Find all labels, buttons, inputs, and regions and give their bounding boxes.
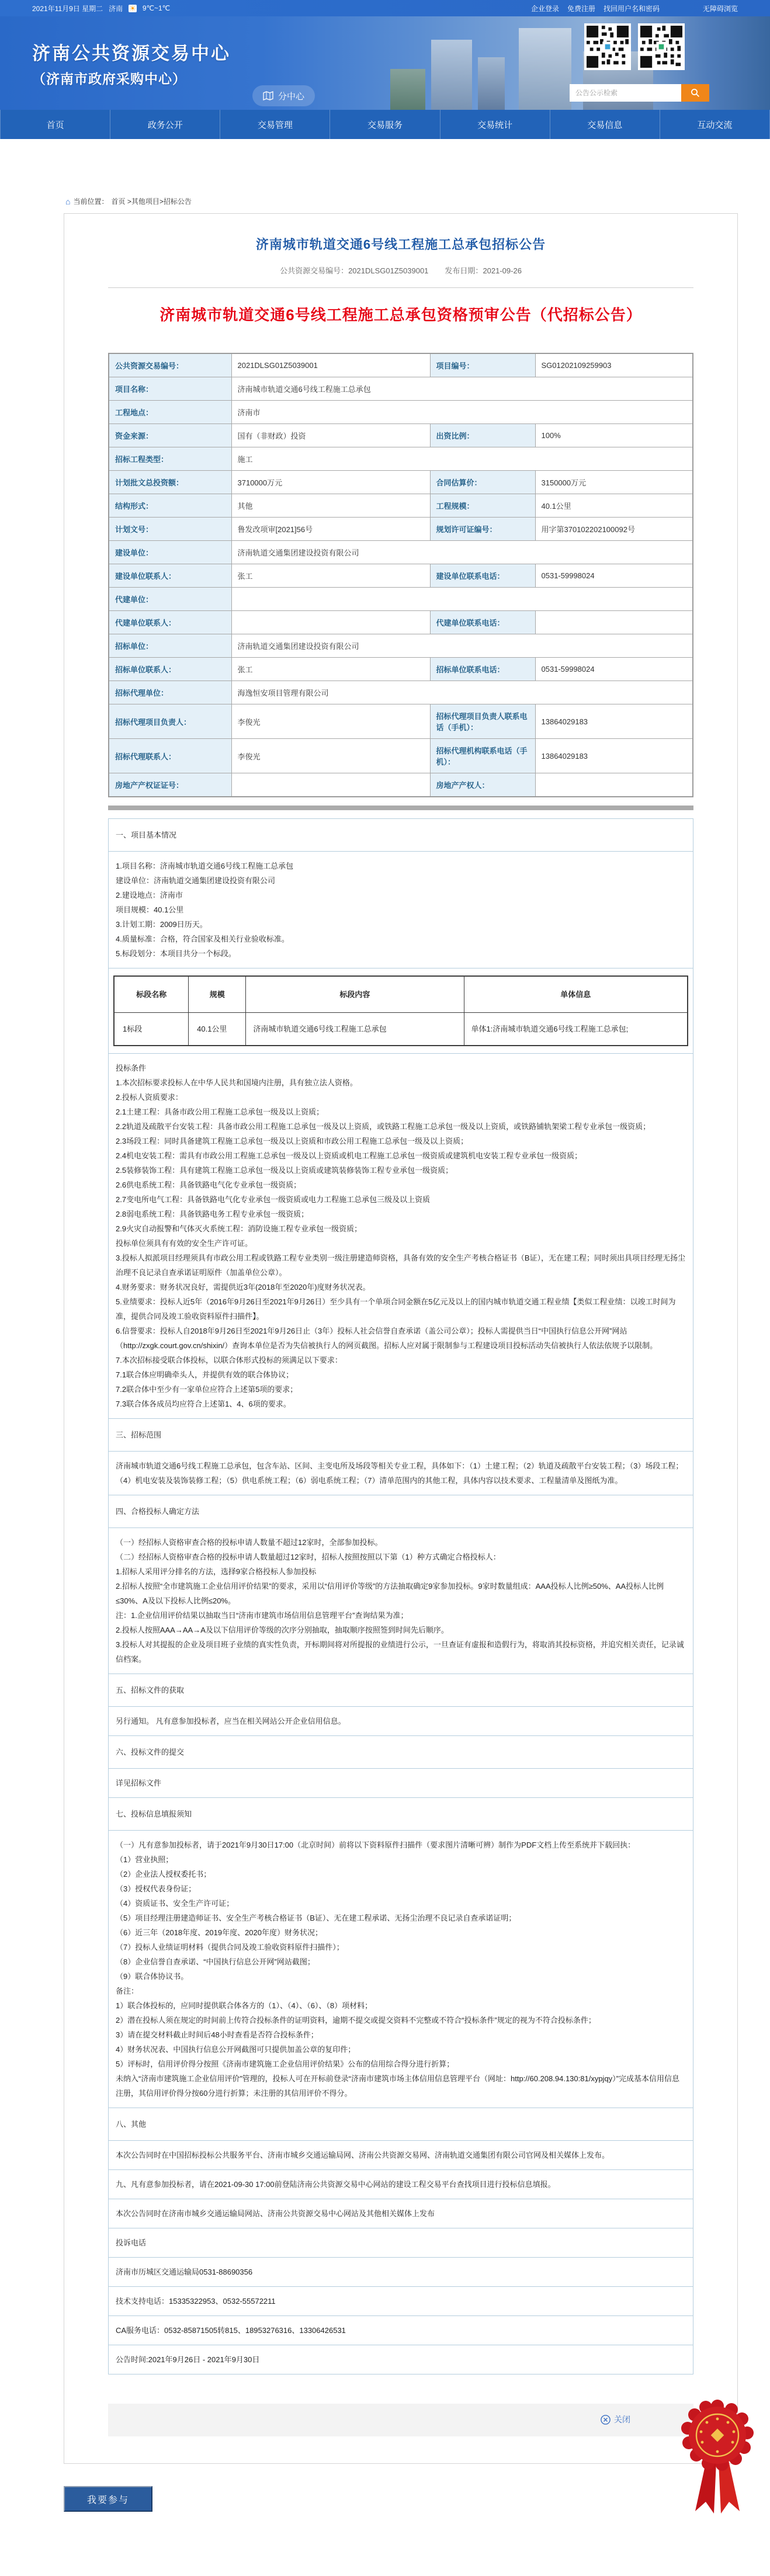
breadcrumb-path[interactable]: 首页 >其他项目>招标公告	[111, 197, 192, 206]
text-line: 5.业绩要求：投标人近5年（2016年9月26日至2021年9月26日）至少具有一个单项合同金额在5亿元及以上的国内城市轨道交通工程业绩【类似工程业绩：以竣工时间为准，提供合同及竣工验收资料原件扫描件】。	[116, 1297, 676, 1321]
section-content	[109, 1769, 693, 1798]
text-line: 2.7变电所电气工程：具备铁路电气化专业承包一级资质或电力工程施工总承包三级及以上资质	[116, 1195, 431, 1204]
section-header	[109, 2108, 693, 2141]
text-line: 6.信誉要求：投标人自2018年9月26日至2021年9月26日止（3年）投标人社会信誉自查承诺（盖公司公章）；投标人需提供当日“中国执行信息公开网”网站（http://zxgk.court.gov.cn/shixin/）查询本单位是否为失信被执行人的网页截图。招标人应对属于限制参与工程建设项目投标活动失信被执行人依法依规予以限制。	[116, 1327, 658, 1350]
table-row	[109, 739, 693, 773]
text-line: 1.招标人采用评分排名的方法，选择9家合格投标人参加投标	[116, 1567, 317, 1576]
info-value-cell: 3150000万元	[535, 471, 693, 494]
table-row	[109, 541, 693, 564]
info-label-cell: 合同估算价：	[430, 471, 535, 494]
info-label-cell: 建设单位联系人：	[109, 564, 231, 588]
text-line: 2.5装修装饰工程：具有建筑工程施工总承包一级及以上资质或建筑装修装饰工程专业承包一级资质；	[116, 1166, 453, 1175]
section-content	[109, 1831, 693, 2108]
main-nav-bar	[0, 110, 770, 139]
section-row	[109, 1707, 693, 1736]
bid-table-holder	[109, 968, 693, 1054]
announcement-card	[64, 213, 738, 2464]
text-line: 2.4机电安装工程：需具有市政公用工程施工总承包一级及以上资质或机电工程施工总承包一级资质或建筑机电安装工程专业承包一级资质；	[116, 1151, 582, 1160]
info-label-cell: 出资比例：	[430, 424, 535, 447]
table-row	[109, 704, 693, 739]
section-row	[109, 2228, 693, 2258]
bid-section-table	[113, 975, 688, 1046]
info-value-cell: 李俊光	[231, 704, 430, 739]
text-line: 四、合格投标人确定方法	[116, 1507, 200, 1516]
info-value-cell: 济南轨道交通集团建设投资有限公司	[231, 541, 693, 564]
section-row	[109, 1528, 693, 1674]
info-label-cell: 公共资源交易编号：	[109, 353, 231, 377]
info-label-cell: 建设单位：	[109, 541, 231, 564]
section-content	[109, 2141, 693, 2170]
breadcrumb-label: 当前位置：	[73, 197, 109, 206]
article-meta	[108, 265, 693, 276]
page-bottom-space	[0, 2512, 770, 2576]
info-value-cell: 海逸恒安项目管理有限公司	[231, 681, 693, 704]
info-value-cell: 施工	[231, 447, 693, 471]
card-footer-band	[108, 2404, 693, 2436]
bid-table-header: 标段名称	[114, 976, 189, 1013]
text-line: 7.本次招标接受联合体投标，以联合体形式投标的须满足以下要求：	[116, 1356, 342, 1365]
text-line: （7）投标人业绩证明材料（提供合同及竣工验收资料原件扫描件）；	[116, 1943, 344, 1952]
text-line: 济南市历城区交通运输局0531-88690356	[116, 2268, 253, 2276]
section-content	[109, 2316, 693, 2345]
text-line: 2.9火灾自动报警和气体灭火系统工程：消防设施工程专业承包一级资质；	[116, 1224, 362, 1233]
text-line: （一）凡有意参加投标者，请于2021年9月30日17:00（北京时间）前将以下资料原件扫描件（要求图片清晰可辨）制作为PDF文档上传至系统并下载回执：	[116, 1841, 636, 1849]
bid-table-header: 规模	[189, 976, 246, 1013]
info-value-cell: 0531-59998024	[535, 658, 693, 681]
info-label-cell: 招标代理单位：	[109, 681, 231, 704]
info-value-cell: 其他	[231, 494, 430, 518]
qr-code-right	[638, 23, 685, 70]
text-line: 4）财务状况表、中国执行信息公开网截图可只提供加盖公章的复印件；	[116, 2045, 356, 2054]
info-label-cell: 资金来源：	[109, 424, 231, 447]
table-row	[109, 564, 693, 588]
close-button[interactable]	[601, 2414, 630, 2425]
nav-item[interactable]: 交易信息	[550, 110, 660, 139]
text-line: 2.6供电系统工程：具备铁路电气化专业承包一级资质；	[116, 1181, 301, 1189]
announcement-sections-table	[108, 818, 693, 2374]
info-label-cell: 工程地点：	[109, 401, 231, 424]
section-separator	[108, 806, 693, 810]
info-label-cell: 代建单位联系人：	[109, 611, 231, 634]
info-value-cell	[231, 611, 430, 634]
nav-item[interactable]: 政务公开	[110, 110, 220, 139]
text-line: 2.8弱电系统工程：具备铁路电务工程专业承包一级资质；	[116, 1210, 309, 1218]
breadcrumb	[65, 196, 770, 206]
section-content	[109, 1707, 693, 1736]
text-line: 7.2联合体中至少有一家单位应符合上述第5项的要求；	[116, 1385, 298, 1394]
text-line: 7.1联合体应明确牵头人，并提供有效的联合体协议；	[116, 1370, 294, 1379]
site-title: 济南公共资源交易中心	[32, 43, 231, 64]
text-line: 2.投标人按照AAA→AA→A及以下信用评价等级的次序分别抽取，抽取顺序按照签到时间先后顺序。	[116, 1626, 449, 1634]
project-info-table	[108, 353, 693, 797]
text-line: 注：1.企业信用评价结果以抽取当日“济南市建筑市场信用信息管理平台”查询结果为准；	[116, 1611, 408, 1620]
register-link[interactable]: 免费注册	[567, 4, 595, 13]
section-content	[109, 2199, 693, 2228]
bid-table-cell: 40.1公里	[189, 1013, 246, 1046]
text-line: 项目规模：40.1公里	[116, 905, 184, 914]
section-content	[109, 852, 693, 968]
nav-item[interactable]: 首页	[0, 110, 110, 139]
info-value-cell: 张工	[231, 564, 430, 588]
search-button[interactable]	[681, 84, 709, 102]
text-line: 2.招标人按照“全市建筑施工企业信用评价结果”的要求，采用以“信用评价等级”的方法抽取确定9家参加投标。9家时数量组成：AAA投标人比例≥50%、AA投标人比例≤30%、A及以下投标人比例≤20%。	[116, 1582, 664, 1605]
text-line: 五、招标文件的获取	[116, 1686, 185, 1695]
section-header	[109, 1419, 693, 1452]
info-value-cell: 李俊光	[231, 739, 430, 773]
info-value-cell: 张工	[231, 658, 430, 681]
info-label-cell: 结构形式：	[109, 494, 231, 518]
table-row	[109, 353, 693, 377]
section-content	[109, 2345, 693, 2374]
info-value-cell: 13864029183	[535, 739, 693, 773]
section-row	[109, 2199, 693, 2228]
home-icon: ⌂	[65, 196, 71, 206]
section-content	[109, 2287, 693, 2316]
text-line: 2）潜在投标人须在规定的时间前上传符合投标条件的证明资料，逾期不提交或提交资料不完整或不符合“投标条件”规定的视为不符合投标条件；	[116, 2016, 596, 2025]
announcement-search	[570, 84, 709, 102]
text-line: （9）联合体协议书。	[116, 1972, 189, 1981]
table-row	[109, 681, 693, 704]
table-row	[109, 588, 693, 611]
text-line: 2.投标人资质要求：	[116, 1093, 183, 1102]
table-row	[109, 447, 693, 471]
nav-item[interactable]: 交易管理	[220, 110, 329, 139]
info-label-cell: 项目编号：	[430, 353, 535, 377]
info-label-cell: 房地产产权人：	[430, 773, 535, 797]
text-line: 详见招标文件	[116, 1779, 162, 1787]
table-row	[109, 494, 693, 518]
publish-date-label: 发布日期：	[445, 266, 483, 275]
info-label-cell: 房地产产权证证号：	[109, 773, 231, 797]
table-row	[109, 377, 693, 401]
weather-city: 济南	[109, 4, 123, 13]
qr-code-left	[584, 23, 631, 70]
magnifier-icon	[691, 88, 700, 98]
info-value-cell: 鲁发改项审[2021]56号	[231, 518, 430, 541]
info-value-cell	[231, 588, 693, 611]
section-row	[109, 1798, 693, 1831]
table-row	[109, 424, 693, 447]
weather-temp: 9℃~1℃	[142, 4, 171, 12]
info-value-cell: 济南城市轨道交通6号线工程施工总承包	[231, 377, 693, 401]
table-row	[109, 471, 693, 494]
info-value-cell: 济南市	[231, 401, 693, 424]
text-line: （5）项目经理注册建造师证书、安全生产考核合格证书（B证）、无在建工程承诺、无扬尘治理不良记录自查承诺证明；	[116, 1914, 516, 1922]
text-line: 2.建设地点：济南市	[116, 891, 183, 900]
nav-item[interactable]: 互动交流	[660, 110, 770, 139]
info-value-cell: 40.1公里	[535, 494, 693, 518]
info-label-cell: 代建单位：	[109, 588, 231, 611]
section-row	[109, 2345, 693, 2374]
info-label-cell: 工程规模：	[430, 494, 535, 518]
section-row	[109, 1831, 693, 2108]
info-value-cell: 100%	[535, 424, 693, 447]
info-value-cell	[535, 611, 693, 634]
text-line: （4）资质证书、安全生产许可证；	[116, 1899, 234, 1908]
recover-account-link[interactable]: 找回用户名和密码	[603, 4, 660, 13]
table-row	[109, 634, 693, 658]
section-row	[109, 968, 693, 1054]
info-label-cell: 招标代理项目负责人：	[109, 704, 231, 739]
branch-center-label: 分中心	[278, 91, 305, 102]
section-row	[109, 2258, 693, 2287]
text-line: 投标单位须具有有效的安全生产许可证。	[116, 1239, 253, 1248]
accessibility-link[interactable]: 无障碍浏览	[702, 4, 738, 13]
text-line: 3）请在提交材料截止时间后48小时查看是否符合投标条件；	[116, 2030, 318, 2039]
text-line: 3.投标人拟派项目经理须具有市政公用工程或铁路工程专业类别一级注册建造师资格，具备有效的安全生产考核合格证书（B证），无在建工程；同时须出具项目经理无扬尘治理不良记录自查承诺证明原件（加盖单位公章）。	[116, 1254, 686, 1277]
text-line: （一）经招标人资格审查合格的投标申请人数量不超过12家时，全部参加投标。	[116, 1538, 383, 1547]
bid-table-cell: 单体1:济南城市轨道交通6号线工程施工总承包;	[464, 1013, 688, 1046]
bid-table-header: 单体信息	[464, 976, 688, 1013]
info-value-cell: 13864029183	[535, 704, 693, 739]
text-line: 另行通知。 凡有意参加投标者，应当在相关网站公开企业信用信息。	[116, 1717, 346, 1726]
text-line: 3.计划工期：2009日历天。	[116, 920, 207, 929]
text-line: 建设单位：济南轨道交通集团建设投资有限公司	[116, 876, 276, 885]
info-label-cell: 招标代理项目负责人联系电话（手机）：	[430, 704, 535, 739]
text-line: （3）授权代表身份证；	[116, 1884, 196, 1893]
branch-center-button[interactable]	[252, 85, 315, 106]
section-content	[109, 2258, 693, 2287]
table-row	[109, 401, 693, 424]
info-value-cell: 0531-59998024	[535, 564, 693, 588]
info-label-cell: 招标单位：	[109, 634, 231, 658]
section-row	[109, 2316, 693, 2345]
section-row	[109, 819, 693, 852]
section-row	[109, 2141, 693, 2170]
bid-table-header: 标段内容	[246, 976, 464, 1013]
section-row	[109, 1452, 693, 1495]
info-label-cell: 招标代理机构联系电话（手机）：	[430, 739, 535, 773]
text-line: 备注：	[116, 1987, 139, 1995]
info-label-cell: 计划文号：	[109, 518, 231, 541]
info-value-cell: 用字第370102202100092号	[535, 518, 693, 541]
text-line: 4.财务要求：财务状况良好，需提供近3年(2018年至2020年)度财务状况表。	[116, 1283, 370, 1292]
text-line: CA服务电话：0532-85871505转815、18953276316、13306426531	[116, 2326, 346, 2335]
text-line: 2.1土建工程：具备市政公用工程施工总承包一级及以上资质；	[116, 1108, 324, 1116]
current-date: 2021年11月9日 星期二	[32, 4, 103, 13]
site-subtitle: （济南市政府采购中心）	[32, 71, 186, 86]
info-value-cell: 国有（非财政）投资	[231, 424, 430, 447]
text-line: （6）近三年（2018年度、2019年度、2020年度）财务状况；	[116, 1928, 322, 1937]
text-line: （2）企业法人授权委托书；	[116, 1870, 211, 1879]
info-label-cell: 招标代理联系人：	[109, 739, 231, 773]
text-line: 七、投标信息填报须知	[116, 1810, 192, 1818]
sun-icon: ☀	[129, 4, 136, 13]
text-line: 未纳入“济南市建筑施工企业信用评价”管理的，投标人可在开标前登录“济南市建筑市场主体信用信息管理平台（网址：http://60.208.94.130:81/xypjqy）”完成基本信用信息注册，其信用评价得分按60分进行折算；未注册的其信用评价不得分。	[116, 2074, 680, 2098]
info-label-cell: 招标单位联系电话：	[430, 658, 535, 681]
section-header	[109, 1736, 693, 1769]
section-row	[109, 1736, 693, 1769]
section-header	[109, 1495, 693, 1528]
section-row	[109, 852, 693, 968]
section-row	[109, 1674, 693, 1707]
participate-button[interactable]: 我要参与	[64, 2486, 152, 2512]
text-line: 5.标段划分：本项目共分一个标段。	[116, 949, 236, 958]
info-value-cell: 济南轨道交通集团建设投资有限公司	[231, 634, 693, 658]
info-value-cell: 2021DLSG01Z5039001	[231, 353, 430, 377]
text-line: （二）经招标人资格审查合格的投标申请人数量超过12家时，招标人按照按照以下第（1）种方式确定合格投标人：	[116, 1553, 501, 1561]
section-header	[109, 1674, 693, 1707]
map-icon	[263, 91, 274, 100]
top-utility-bar	[0, 0, 770, 16]
text-line: 2.2轨道及疏散平台安装工程：具备市政公用工程施工总承包一级及以上资质，或铁路工程施工总承包一级及以上资质，或铁路铺轨架梁工程专业承包一级资质；	[116, 1122, 651, 1131]
text-line: 三、招标范围	[116, 1431, 162, 1439]
trade-no-value: 2021DLSG01Z5039001	[348, 266, 429, 275]
enterprise-login-link[interactable]: 企业登录	[530, 4, 559, 13]
text-line: （1）营业执照；	[116, 1855, 174, 1864]
nav-item[interactable]: 交易统计	[440, 110, 550, 139]
text-line: 1.本次招标要求投标人在中华人民共和国境内注册，具有独立法人资格。	[116, 1078, 358, 1087]
text-line: 一、项目基本情况	[116, 831, 177, 839]
text-line: 公告时间:2021年9月26日 - 2021年9月30日	[116, 2355, 260, 2364]
info-label-cell: 项目名称：	[109, 377, 231, 401]
text-line: 八、其他	[116, 2120, 147, 2129]
section-header	[109, 1798, 693, 1831]
nav-item[interactable]: 交易服务	[329, 110, 439, 139]
section-content	[109, 1452, 693, 1495]
info-value-cell: SG01202109259903	[535, 353, 693, 377]
text-line: 4.质量标准：合格，符合国家及相关行业验收标准。	[116, 935, 289, 943]
info-value-cell	[231, 773, 430, 797]
text-line: 投标条件	[116, 1064, 147, 1072]
bid-table-cell: 1标段	[114, 1013, 189, 1046]
section-content	[109, 1528, 693, 1674]
page-title: 济南城市轨道交通6号线工程施工总承包招标公告	[255, 237, 546, 252]
site-banner	[0, 16, 770, 110]
text-line: 1.项目名称：济南城市轨道交通6号线工程施工总承包	[116, 862, 294, 870]
section-content	[109, 1054, 693, 1419]
section-row	[109, 2170, 693, 2199]
text-line: 投诉电话	[116, 2238, 147, 2247]
section-row	[109, 1769, 693, 1798]
section-content	[109, 2170, 693, 2199]
section-row	[109, 2108, 693, 2141]
text-line: 六、投标文件的提交	[116, 1748, 185, 1756]
text-line: 3.投标人对其提报的企业及项目班子业绩的真实性负责，开标期间将对所提报的业绩进行公示，一旦查证有虚报和造假行为，将取消其投标资格，并追究相关责任，记录诚信档案。	[116, 1640, 684, 1664]
text-line: 九、凡有意参加投标者，请在2021-09-30 17:00前登陆济南公共资源交易中心网站的建设工程交易平台查找项目进行投标信息填报。	[116, 2180, 556, 2189]
table-row	[109, 611, 693, 634]
text-line: 5）评标时，信用评价得分按照《济南市建筑施工企业信用评价结果》公布的信用综合得分进行折算；	[116, 2060, 455, 2068]
table-row	[114, 1013, 688, 1046]
section-row	[109, 1495, 693, 1528]
text-line: 济南城市轨道交通6号线工程施工总承包，包含车站、区间、主变电所及场段等相关专业工程，具体如下：（1）土建工程；（2）轨道及疏散平台安装工程；（3）场段工程；（4）机电安装及装饰装修工程；（5）供电系统工程；（6）弱电系统工程；（7）清单范围内的其他工程，具体内容以技术要求、工程量清单及图纸为准。	[116, 1461, 684, 1485]
info-label-cell: 代建单位联系电话：	[430, 611, 535, 634]
text-line: （8）企业信誉自查承诺、“中国执行信息公开网”网站截图；	[116, 1957, 315, 1966]
section-header	[109, 819, 693, 852]
close-label: 关闭	[614, 2415, 630, 2424]
info-label-cell: 建设单位联系电话：	[430, 564, 535, 588]
info-label-cell: 招标单位联系人：	[109, 658, 231, 681]
info-value-cell	[535, 773, 693, 797]
text-line: 7.3联合体各成员均应符合上述第1、4、6项的要求。	[116, 1400, 291, 1408]
text-line: 2.3场段工程：同时具备建筑工程施工总承包一级及以上资质和市政公用工程施工总承包一级及以上资质；	[116, 1137, 469, 1145]
section-row	[109, 1419, 693, 1452]
section-row	[109, 2287, 693, 2316]
prequalification-title: 济南城市轨道交通6号线工程施工总承包资格预审公告（代招标公告）	[159, 306, 642, 324]
search-input[interactable]	[570, 84, 681, 102]
info-label-cell: 招标工程类型：	[109, 447, 231, 471]
info-label-cell: 规划许可证编号：	[430, 518, 535, 541]
text-line: 本次公告同时在济南市城乡交通运输局网站、济南公共资源交易中心网站及其他相关媒体上发布	[116, 2209, 435, 2218]
section-row	[109, 1054, 693, 1419]
bid-table-cell: 济南城市轨道交通6号线工程施工总承包	[246, 1013, 464, 1046]
close-icon	[601, 2415, 611, 2425]
info-label-cell: 计划批文总投资额：	[109, 471, 231, 494]
section-content	[109, 2228, 693, 2258]
trade-no-label: 公共资源交易编号：	[280, 266, 349, 275]
publish-date-value: 2021-09-26	[483, 266, 522, 275]
info-value-cell: 3710000万元	[231, 471, 430, 494]
table-row	[109, 658, 693, 681]
text-line: 1）联合体投标的，应同时提供联合体各方的（1）、（4）、（6）、（8）项材料；	[116, 2001, 373, 2010]
table-row	[109, 518, 693, 541]
text-line: 本次公告同时在中国招标投标公共服务平台、济南市城乡交通运输局网、济南公共资源交易网、济南轨道交通集团有限公司官网及相关媒体上发布。	[116, 2151, 610, 2160]
main-nav	[0, 110, 770, 139]
divider	[108, 287, 693, 288]
table-row	[109, 773, 693, 797]
text-line: 技术支持电话：15335322953、0532-55572211	[116, 2297, 276, 2306]
